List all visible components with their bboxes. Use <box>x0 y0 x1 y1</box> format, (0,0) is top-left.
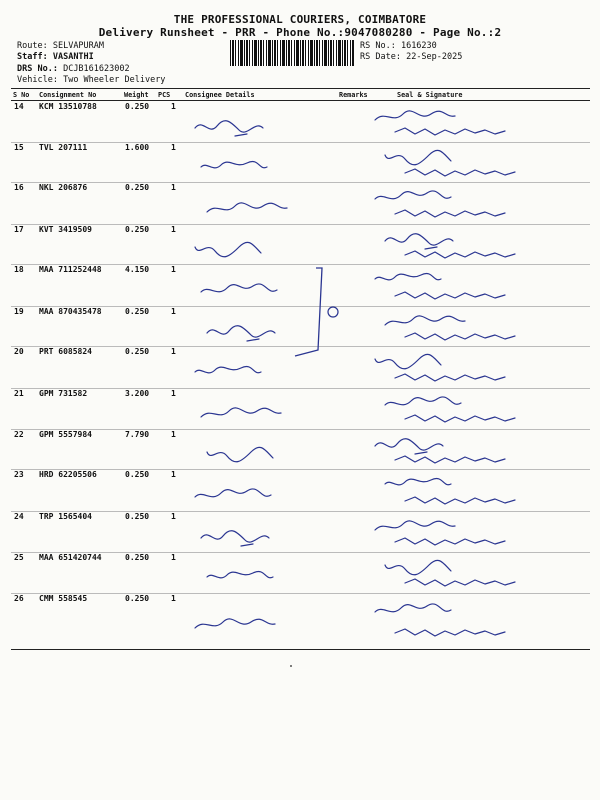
row-weight: 0.250 <box>125 183 150 192</box>
row-consignment-no: MAA 651420744 <box>39 553 102 562</box>
row-pcs: 1 <box>171 102 176 111</box>
row-sno: 20 <box>14 347 24 356</box>
route-line: Route: SELVAPURAM <box>17 41 105 51</box>
row-sno: 16 <box>14 183 24 192</box>
row-weight: 0.250 <box>125 225 150 234</box>
row-sno: 24 <box>14 512 24 521</box>
col-pcs: PCS <box>158 91 171 99</box>
row-consignment-no: GPM 5557984 <box>39 430 92 439</box>
row-weight: 0.250 <box>125 594 150 603</box>
row-pcs: 1 <box>171 594 176 603</box>
col-consignee: Consignee Details <box>185 91 255 99</box>
rs-no-value: 1616230 <box>400 41 437 51</box>
row-sno: 21 <box>14 389 24 398</box>
row-consignment-no: MAA 870435478 <box>39 307 102 316</box>
route-value: SELVAPURAM <box>52 41 105 51</box>
row-weight: 4.150 <box>125 265 150 274</box>
row-consignment-no: KVT 3419509 <box>39 225 92 234</box>
staff-value: VASANTHI <box>52 52 94 62</box>
row-pcs: 1 <box>171 307 176 316</box>
row-consignment-no: KCM 13510788 <box>39 102 97 111</box>
row-weight: 0.250 <box>125 470 150 479</box>
row-weight: 3.200 <box>125 389 150 398</box>
row-sno: 23 <box>14 470 24 479</box>
row-pcs: 1 <box>171 430 176 439</box>
row-weight: 0.250 <box>125 307 150 316</box>
col-sno: S No <box>13 91 30 99</box>
row-consignment-no: TVL 207111 <box>39 143 88 152</box>
drs-line: DRS No.: DCJB161623002 <box>17 64 130 74</box>
col-weight: Weight <box>124 91 149 99</box>
col-seal-signature: Seal & Signature <box>397 91 463 99</box>
row-weight: 0.250 <box>125 347 150 356</box>
row-consignment-no: MAA 711252448 <box>39 265 102 274</box>
row-pcs: 1 <box>171 512 176 521</box>
row-consignment-no: NKL 206876 <box>39 183 88 192</box>
row-weight: 0.250 <box>125 512 150 521</box>
vehicle-value: Two Wheeler Delivery <box>63 75 166 85</box>
col-remarks: Remarks <box>339 91 368 99</box>
row-consignment-no: GPM 731582 <box>39 389 88 398</box>
staff-line: Staff: VASANTHI <box>17 52 94 62</box>
row-sno: 25 <box>14 553 24 562</box>
col-consignment: Consignment No <box>39 91 97 99</box>
row-pcs: 1 <box>171 389 176 398</box>
row-consignment-no: PRT 6085824 <box>39 347 92 356</box>
rs-no-line: RS No.: 1616230 <box>360 41 437 51</box>
row-pcs: 1 <box>171 183 176 192</box>
row-pcs: 1 <box>171 470 176 479</box>
company-title: THE PROFESSIONAL COURIERS, COIMBATORE <box>173 13 427 26</box>
row-sno: 22 <box>14 430 24 439</box>
row-sno: 19 <box>14 307 24 316</box>
row-sno: 17 <box>14 225 24 234</box>
rs-date-value: 22-Sep-2025 <box>406 52 463 62</box>
row-consignment-no: TRP 1565404 <box>39 512 92 521</box>
row-sno: 15 <box>14 143 24 152</box>
row-sno: 18 <box>14 265 24 274</box>
row-pcs: 1 <box>171 143 176 152</box>
row-weight: 1.600 <box>125 143 150 152</box>
row-pcs: 1 <box>171 347 176 356</box>
row-weight: 0.250 <box>125 553 150 562</box>
row-sno: 14 <box>14 102 24 111</box>
row-weight: 7.790 <box>125 430 150 439</box>
row-sno: 26 <box>14 594 24 603</box>
vehicle-line: Vehicle: Two Wheeler Delivery <box>17 75 166 85</box>
row-pcs: 1 <box>171 553 176 562</box>
drs-value: DCJB161623002 <box>63 64 130 74</box>
row-pcs: 1 <box>171 225 176 234</box>
row-consignment-no: HRD 62205506 <box>39 470 97 479</box>
row-consignment-no: CMM 558545 <box>39 594 88 603</box>
rs-date-line: RS Date: 22-Sep-2025 <box>360 52 463 62</box>
row-pcs: 1 <box>171 265 176 274</box>
stray-mark <box>290 665 292 667</box>
row-weight: 0.250 <box>125 102 150 111</box>
runsheet-subtitle: Delivery Runsheet - PRR - Phone No.:9047080280 - Page No.:2 <box>98 26 502 39</box>
